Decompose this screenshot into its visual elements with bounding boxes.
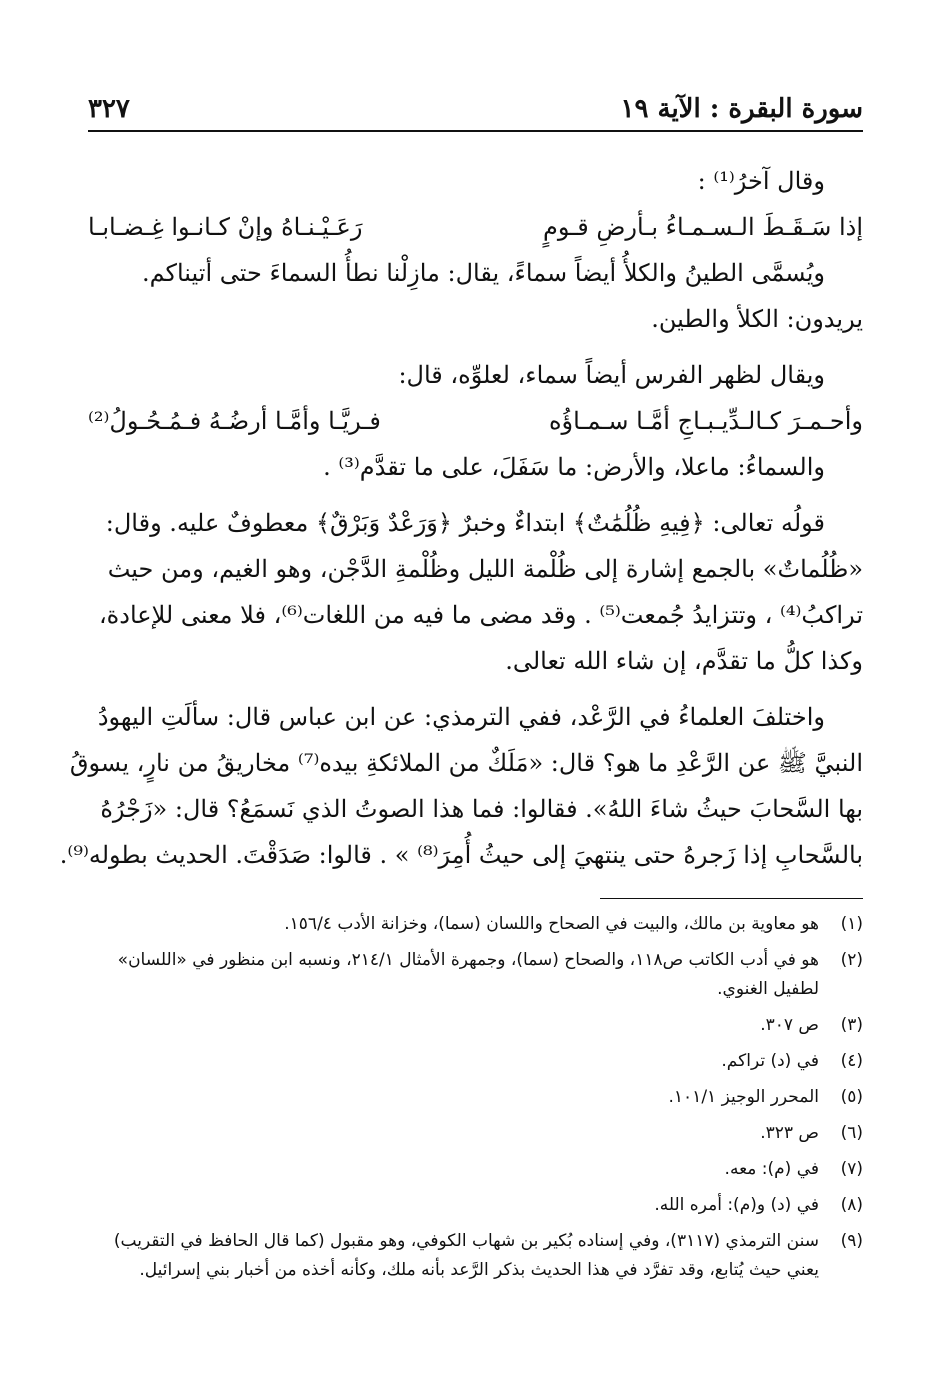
poetry-verse xyxy=(88,204,863,250)
footnotes xyxy=(88,910,863,1292)
poetry-verse xyxy=(88,398,863,444)
header-rule xyxy=(88,130,863,132)
paragraph-line: قولُه تعالى: ﴿فِيهِ ظُلُمَٰتٌ﴾ ابتداءٌ وخبرٌ ﴿وَرَعْدٌ وَبَرْقٌ﴾ معطوفٌ عليه. وقال: xyxy=(105,509,825,537)
main-text xyxy=(59,158,863,878)
footnote-number: (٢) xyxy=(840,950,863,970)
footnote xyxy=(88,1047,863,1076)
footnote xyxy=(88,1155,863,1184)
footnote xyxy=(88,1119,863,1148)
text-line: يريدون: الكلأ والطين. xyxy=(651,305,863,333)
footnote xyxy=(88,1227,863,1285)
text-line: والسماءُ: ماعلا، والأرض: ما سَفَلَ، على ما تقدَّم⁽³⁾ . xyxy=(323,453,825,481)
footnote xyxy=(88,1083,863,1112)
footnote xyxy=(88,946,863,1004)
footnote-text: سنن الترمذي (٣١١٧)، وفي إسناده بُكير بن شهاب الكوفي، وهو مقبول (كما قال الحافظ في التقريب) يعني حيث يُتابع، وقد تفرَّد في هذا الحديث بذكر الرَّعد بأنه ملك، وكأنه أخذه من أخبار بني إسرائيل. xyxy=(113,1231,819,1280)
paragraph-line: بها السَّحابَ حيثُ شاءَ اللهُ». فقالوا: فما هذا الصوتُ الذي نَسمَعُ؟ قال: «زَجْرُهُ xyxy=(100,795,863,823)
footnote-number: (٤) xyxy=(840,1051,863,1071)
paragraph-line: تراكبُ⁽⁴⁾ ، وتتزايدُ جُمعت⁽⁵⁾ . وقد مضى ما فيه من اللغات⁽⁶⁾، فلا معنى للإعادة، xyxy=(98,601,863,629)
footnote-number: (٦) xyxy=(840,1123,863,1143)
paragraph-line: بالسَّحابِ إذا زَجرهُ حتى ينتهيَ إلى حيثُ أُمِرَ⁽⁸⁾ » . قالوا: صَدَقْتَ. الحديث بطوله⁽⁹⁾. xyxy=(59,841,863,869)
footnote-number: (٧) xyxy=(840,1159,863,1179)
footnote-text: هو في أدب الكاتب ص١١٨، والصحاح (سما)، وجمهرة الأمثال ٢١٤/١، ونسبه ابن منظور في «اللسان» لطفيل الغنوي. xyxy=(117,950,819,999)
footnote-text: في (م): معه. xyxy=(724,1159,819,1179)
paragraph-line: النبيَّ ﷺ عن الرَّعْدِ ما هو؟ قال: «مَلَكٌ من الملائكةِ بيده⁽⁷⁾ مخاريقُ من نارٍ، يسوقُ xyxy=(69,749,863,777)
footnote-number: (١) xyxy=(840,914,863,934)
paragraph-line: وكذا كلُّ ما تقدَّم، إن شاء الله تعالى. xyxy=(505,647,863,675)
footnote-number: (٥) xyxy=(840,1087,863,1107)
footnote-text: ص ٣٠٧. xyxy=(760,1015,819,1035)
footnote xyxy=(88,1191,863,1220)
footnote-text: المحرر الوجيز ١٠١/١. xyxy=(668,1087,819,1107)
verse-hemistich-first: وأحـمـرَ كـالـدِّيـبـاجِ أمَّـا سـمـاؤُه xyxy=(548,407,863,435)
page-number: ٣٢٧ xyxy=(88,94,130,124)
footnote-text: في (د) تراكم. xyxy=(721,1051,819,1071)
paragraph-line: واختلفَ العلماءُ في الرَّعْد، ففي الترمذي: عن ابن عباس قال: سألَتِ اليهودُ xyxy=(97,703,825,731)
footnote-rule xyxy=(600,898,863,899)
footnote xyxy=(88,910,863,939)
footnote-text: ص ٣٢٣. xyxy=(760,1123,819,1143)
footnote-text: هو معاوية بن مالك، والبيت في الصحاح واللسان (سما)، وخزانة الأدب ١٥٦/٤. xyxy=(284,914,819,934)
text-line: ويُسمَّى الطينُ والكلأُ أيضاً سماءً، يقال: مازِلْنا نطأُ السماءَ حتى أتيناكم. xyxy=(141,259,825,287)
running-header xyxy=(88,88,863,124)
text-line: ويقال لظهر الفرس أيضاً سماء، لعلوِّه، قال: xyxy=(398,361,825,389)
surah-title: سورة البقرة : الآية ١٩ xyxy=(620,94,863,124)
footnote-number: (٩) xyxy=(840,1231,863,1251)
verse-hemistich-second: رَعَـيْـنـاهُ وإنْ كـانـوا غِـضـابـا xyxy=(88,213,363,241)
footnote xyxy=(88,1011,863,1040)
footnote-number: (٣) xyxy=(840,1015,863,1035)
paragraph-line: «ظُلُماتٌ» بالجمع إشارة إلى ظُلْمة الليل وظُلْمةِ الدَّجْن، وهو الغيم، ومن حيث xyxy=(107,555,863,583)
footnote-text: في (د) و(م): أمره الله. xyxy=(654,1195,819,1215)
footnote-number: (٨) xyxy=(840,1195,863,1215)
verse-hemistich-first: إذا سَـقَـطَ الـسـمـاءُ بـأرضِ قـومٍ xyxy=(543,213,863,241)
verse-hemistich-second: فـريَّـا وأمَّـا أرضُـهُ فـمُـحُـولُ⁽²⁾ xyxy=(88,407,381,435)
text-line: وقال آخرُ⁽¹⁾ : xyxy=(697,167,825,195)
